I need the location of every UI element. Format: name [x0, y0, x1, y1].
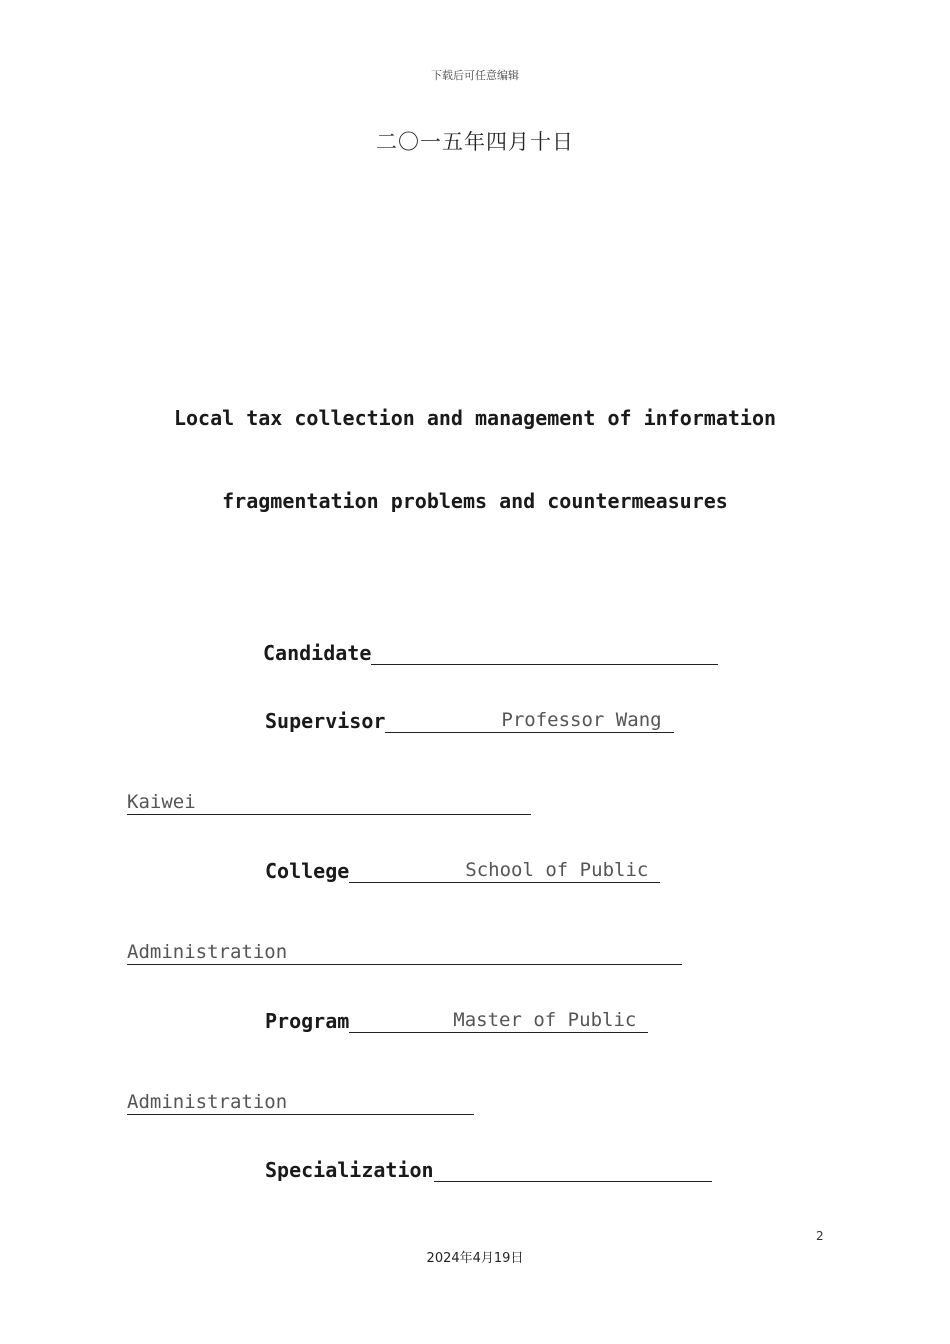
program-value-continued: Administration — [127, 1090, 474, 1115]
program-value: Master of Public — [349, 1008, 648, 1033]
thesis-title-line-1: Local tax collection and management of information — [173, 406, 777, 430]
header-note: 下载后可任意编辑 — [431, 69, 519, 82]
college-value-continued: Administration — [127, 940, 682, 965]
page-number: 2 — [816, 1229, 824, 1243]
specialization-value — [434, 1157, 712, 1182]
college-label: College — [265, 859, 350, 883]
supervisor-value: Professor Wang — [385, 708, 673, 733]
candidate-value — [371, 640, 718, 665]
specialization-field — [265, 1157, 712, 1182]
program-label: Program — [265, 1009, 350, 1033]
chinese-date: 二〇一五年四月十日 — [376, 130, 574, 154]
thesis-title-line-2: fragmentation problems and countermeasures — [222, 489, 728, 513]
footer-date: 2024年4月19日 — [426, 1251, 524, 1266]
supervisor-field — [265, 708, 674, 733]
candidate-field — [263, 640, 718, 665]
specialization-label: Specialization — [265, 1158, 434, 1182]
candidate-label: Candidate — [263, 641, 372, 665]
supervisor-label: Supervisor — [265, 709, 386, 733]
college-field — [265, 858, 660, 883]
program-field — [265, 1008, 648, 1033]
supervisor-value-continued: Kaiwei — [127, 790, 531, 815]
college-value: School of Public — [349, 858, 660, 883]
